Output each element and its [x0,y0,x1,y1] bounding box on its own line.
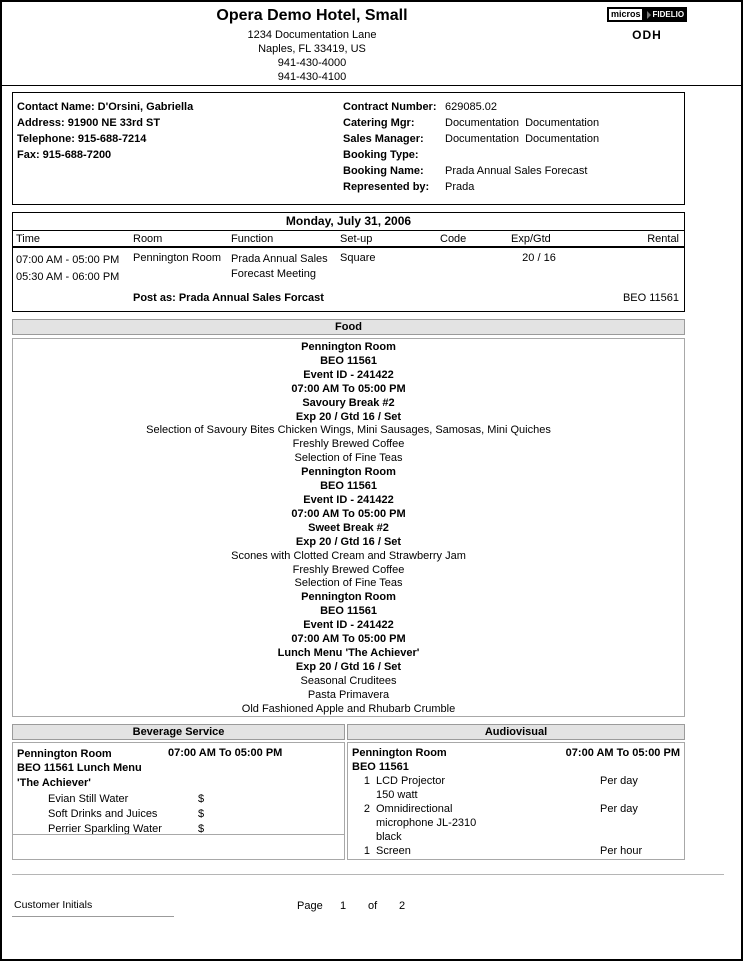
col-header-time: Time [16,233,41,245]
page-total: 2 [399,900,406,912]
audiovisual-section-header: Audiovisual [347,724,685,740]
booking-type-row [343,147,599,163]
food-line: Pennington Room [301,341,396,353]
contact-booking-box [12,92,685,205]
audiovisual-item [348,844,684,858]
beverage-room: Pennington Room [17,748,112,760]
event-date-header: Monday, July 31, 2006 [13,213,684,231]
audiovisual-item-name: LCD Projector 150 watt [376,775,446,801]
micros-logo-text: micros [607,7,645,22]
food-line: BEO 11561 [320,354,377,367]
food-line: Pasta Primavera [307,688,390,701]
page-number: 1 [340,900,347,912]
customer-initials-label: Customer Initials [14,899,93,911]
catering-mgr-label: Catering Mgr: [343,117,415,129]
audiovisual-item-rate: Per day [600,803,638,815]
beverage-item-name: Evian Still Water [48,793,129,805]
contact-address-line: Address: 91900 NE 33rd ST [17,117,161,129]
food-line: Old Fashioned Apple and Rhubarb Crumble [241,702,456,715]
contact-fax-line: Fax: 915-688-7200 [17,149,112,161]
food-line: 07:00 AM To 05:00 PM [291,507,406,520]
food-line: Selection of Fine Teas [294,452,403,465]
hotel-name: Opera Demo Hotel, Small [216,7,408,24]
sales-manager-label: Sales Manager: [343,133,424,145]
schedule-column-headers [13,231,684,248]
booking-name-row [343,163,599,179]
micros-fidelio-logo [610,7,685,42]
audiovisual-item-qty: 2 [363,803,370,815]
represented-by-value: Prada [445,181,475,193]
event-time-1: 07:00 AM - 05:00 PM [16,254,120,266]
food-line: Savoury Break #2 [302,396,395,409]
beverage-section-header: Beverage Service [12,724,345,740]
address-line-2: Naples, FL 33419, US [258,43,366,55]
food-line: Exp 20 / Gtd 16 / Set [295,410,402,423]
food-line: Pennington Room [301,591,396,604]
beverage-menu-line-1: BEO 11561 Lunch Menu [17,762,142,774]
event-function-cell: Prada Annual Sales Forecast Meeting [231,253,328,280]
sales-manager-row [343,131,599,147]
page-of-label: of [368,900,378,912]
audiovisual-time: 07:00 AM To 05:00 PM [565,747,680,759]
contract-number-value: 629085.02 [445,101,497,113]
beverage-item-price: $ [198,793,205,805]
food-line: 07:00 AM To 05:00 PM [291,382,406,395]
beo-number: BEO 11561 [622,292,679,304]
event-schedule-box [12,212,685,312]
represented-by-row [343,179,599,195]
audiovisual-item-qty: 1 [363,845,370,857]
food-line: Exp 20 / Gtd 16 / Set [295,660,402,673]
beverage-bottom-divider [13,834,344,835]
beverage-item [13,792,344,807]
schedule-row [13,248,684,309]
sales-manager-value: Documentation Documentation [445,133,600,145]
booking-name-value: Prada Annual Sales Forecast [445,165,588,177]
col-header-setup: Set-up [340,233,373,245]
food-line: Event ID - 241422 [303,368,394,381]
report-header [2,2,741,86]
food-line: Freshly Brewed Coffee [292,563,405,576]
audiovisual-beo: BEO 11561 [352,761,409,773]
beverage-items [13,792,344,837]
event-setup-cell: Square [340,252,376,264]
col-header-rental: Rental [647,233,679,245]
audiovisual-item-name: Screen [376,845,411,857]
event-time-2: 05:30 AM - 06:00 PM [16,271,120,283]
beverage-item-price: $ [198,808,205,820]
beverage-item [13,807,344,822]
logo-arrow-icon [647,11,651,19]
footer-divider [12,874,724,875]
contact-telephone-line: Telephone: 915-688-7214 [17,133,147,145]
audiovisual-item [348,802,684,844]
audiovisual-room: Pennington Room [352,747,447,759]
booking-name-label: Booking Name: [343,165,424,177]
contact-name-line: Contact Name: D'Orsini, Gabriella [17,101,194,113]
food-section-header: Food [12,319,685,335]
food-line: Event ID - 241422 [303,493,394,506]
food-line: Exp 20 / Gtd 16 / Set [295,535,402,548]
address-line-1: 1234 Documentation Lane [247,29,377,41]
food-line: Event ID - 241422 [303,619,394,632]
food-line: Scones with Clotted Cream and Strawberry Jam [231,549,466,562]
col-header-expgtd: Exp/Gtd [511,233,551,245]
beverage-time: 07:00 AM To 05:00 PM [168,747,283,759]
food-line: Pennington Room [301,466,396,479]
post-as-line: Post as: Prada Annual Sales Forcast [133,292,324,304]
food-line: Selection of Savoury Bites Chicken Wings, Mini Sausages, Samosas, Mini Quiches [146,424,551,437]
event-room-cell: Pennington Room [133,252,222,264]
audiovisual-item-rate: Per day [600,775,638,787]
audiovisual-item-qty: 1 [363,775,370,787]
beverage-item-name: Soft Drinks and Juices [48,808,158,820]
phone-line-2: 941-430-4100 [277,71,347,83]
food-line: Freshly Brewed Coffee [292,438,405,451]
col-header-function: Function [231,233,274,245]
audiovisual-item [348,774,684,802]
beverage-menu-line-2: 'The Achiever' [17,777,91,789]
beverage-item-price: $ [198,823,205,835]
food-line: BEO 11561 [320,480,377,493]
catering-mgr-row [343,115,599,131]
audiovisual-item-name: Omnidirectional microphone JL-2310 black [376,803,477,843]
food-line: Selection of Fine Teas [294,577,403,590]
beverage-section-body [12,742,345,860]
represented-by-label: Represented by: [343,181,430,193]
audiovisual-item-rate: Per hour [600,845,643,857]
food-line: Lunch Menu 'The Achiever' [277,646,420,659]
catering-mgr-value: Documentation Documentation [445,117,600,129]
property-code: ODH [632,28,662,42]
booking-details [343,99,599,195]
audiovisual-section-body [347,742,685,860]
customer-initials-signature-line [12,916,174,917]
booking-type-label: Booking Type: [343,149,419,161]
audiovisual-items [348,774,684,858]
food-line: BEO 11561 [320,605,377,618]
event-time-cell [16,252,119,286]
food-line: Sweet Break #2 [308,521,389,534]
beverage-item-name: Perrier Sparkling Water [48,823,162,835]
logo-row [610,7,685,22]
food-section-body [12,338,685,717]
hotel-address-block [2,6,622,84]
page-label: Page [297,900,323,912]
phone-line-1: 941-430-4000 [277,57,347,69]
col-header-room: Room [133,233,163,245]
contact-details [17,99,193,163]
contract-number-row [343,99,599,115]
event-expgtd-cell: 20 / 16 [522,252,556,264]
fidelio-logo-text: FIDELIO [644,7,687,22]
food-line: Seasonal Cruditees [300,674,397,687]
contract-number-label: Contract Number: [343,101,437,113]
food-line: 07:00 AM To 05:00 PM [291,633,406,646]
col-header-code: Code [440,233,467,245]
